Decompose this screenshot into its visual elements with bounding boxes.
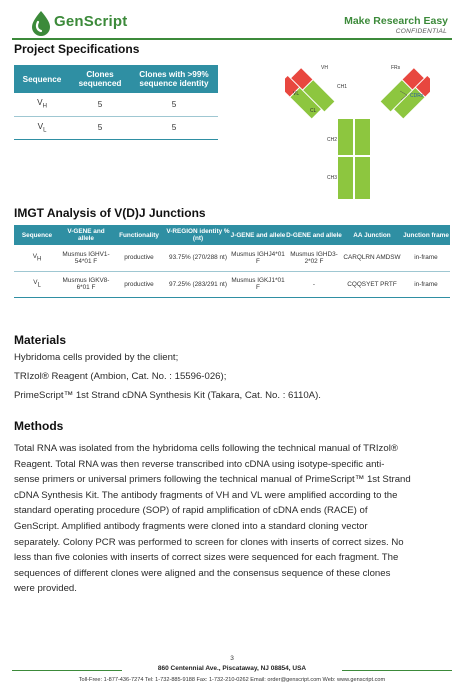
table-row <box>14 271 450 297</box>
text-line: separately. Colony PCR was performed to screen for clones with inserts of correct sizes. No <box>14 536 404 548</box>
table-cell: 93.75% (270/288 nt) <box>166 245 230 271</box>
logo-text: GenScript <box>54 13 128 30</box>
col-header: V-REGION identity % (nt) <box>166 225 230 245</box>
table-row <box>14 116 218 139</box>
text-line: sense primers or universal primers following the technical manual of PrimeScript™ 1st Strand <box>14 474 411 486</box>
text-line: standard operating procedure (SOP) of rapid amplification of cDNA ends (RACE) of <box>14 505 368 517</box>
text-line: cDNA Synthesis Kit. The antibody fragments of VH and VL were amplified according to the <box>14 489 398 501</box>
footer-contacts: Toll-Free: 1-877-436-7274 Tel: 1-732-885-9188 Fax: 1-732-210-0262 Email: order@genscript.com Web: www.genscript.com <box>78 677 386 683</box>
col-header: J-GENE and allele <box>230 225 286 245</box>
col-header: Junction frame <box>402 225 450 245</box>
list-item: TRIzol® Reagent (Ambion, Cat. No. : 15596-026); <box>14 371 227 382</box>
label-vh: VH <box>321 65 328 71</box>
antibody-diagram <box>285 55 430 203</box>
tagline: Make Research Easy <box>344 15 448 27</box>
materials-title: Materials <box>14 333 67 347</box>
text-line: Reagent. Total RNA was then reverse transcribed into cDNA using isotype-specific anti- <box>14 458 385 470</box>
col-header: AA Junction <box>342 225 402 245</box>
footer-address: 860 Centennial Ave., Piscataway, NJ 08854, USA <box>157 665 307 672</box>
table-cell: Musmus IGHD3-2*02 F <box>286 245 342 271</box>
col-header: D-GENE and allele <box>286 225 342 245</box>
table-cell: Musmus IGKV8-6*01 F <box>60 271 112 297</box>
sequence-cell: $V_L$ <box>14 116 70 139</box>
header-rule <box>12 38 452 40</box>
sequence-cell: $V_L$ <box>14 271 60 297</box>
methods-paragraph <box>14 441 450 597</box>
footer-address-bar <box>12 665 452 675</box>
table-cell: in-frame <box>402 245 450 271</box>
label-vl: VL <box>293 91 300 97</box>
text-line: less than five colonies with inserts of correct sizes were sequenced for each fragment. The <box>14 552 399 564</box>
list-item: PrimeScript™ 1st Strand cDNA Synthesis Kit (Takara, Cat. No. : 6110A). <box>14 390 321 401</box>
table-cell: 97.25% (283/291 nt) <box>166 271 230 297</box>
genscript-logo-icon <box>30 10 52 36</box>
table-cell: - <box>286 271 342 297</box>
label-cdrs: CDRs <box>410 93 424 99</box>
text-line: were provided. <box>14 583 77 595</box>
table-cell: productive <box>112 245 166 271</box>
table-row <box>14 245 450 271</box>
imgt-table <box>14 225 450 298</box>
ch3-domain <box>338 157 353 199</box>
label-frs: FRs <box>391 65 401 71</box>
table-cell: productive <box>112 271 166 297</box>
table-cell: in-frame <box>402 271 450 297</box>
text-line: GenScript. Amplified antibody fragments were cloned into a standard cloning vector <box>14 520 368 532</box>
project-specs-title: Project Specifications <box>14 42 140 56</box>
confidential-label: CONFIDENTIAL <box>395 28 447 35</box>
table-cell: 5 <box>130 93 218 116</box>
header <box>0 0 464 40</box>
table-cell: 5 <box>70 116 130 139</box>
materials-list <box>14 350 450 407</box>
col-header: Sequence <box>14 225 60 245</box>
table-cell: Musmus IGHJ4*01 F <box>230 245 286 271</box>
project-specs-table <box>14 65 218 140</box>
ch2-domain <box>355 119 370 155</box>
text-line: Total RNA was isolated from the hybridoma cells following the technical manual of TRIzol® <box>14 443 398 454</box>
col-header: Clones with >99% sequence identity <box>130 65 218 93</box>
table-cell: Musmus IGKJ1*01 F <box>230 271 286 297</box>
sequence-cell: $V_H$ <box>14 245 60 271</box>
col-header: Functionality <box>112 225 166 245</box>
methods-title: Methods <box>14 419 64 433</box>
table-cell: 5 <box>130 116 218 139</box>
text-line: sequences of different clones were aligned and the consensus sequence of these clones <box>14 567 391 579</box>
list-item: Hybridoma cells provided by the client; <box>14 352 179 363</box>
col-header: Clones sequenced <box>70 65 130 93</box>
col-header: Sequence <box>14 65 70 93</box>
imgt-title: IMGT Analysis of V(D)J Junctions <box>14 206 206 220</box>
table-cell: CARQLRN AMDSW <box>342 245 402 271</box>
label-ch3: CH3 <box>327 175 338 181</box>
table-cell: Musmus IGHV1-54*01 F <box>60 245 112 271</box>
table-cell: 5 <box>70 93 130 116</box>
ch3-domain <box>355 157 370 199</box>
page-number: 3 <box>230 655 234 662</box>
label-cl: CL <box>310 108 317 114</box>
label-ch2: CH2 <box>327 137 338 143</box>
table-cell: CQQSYET PRTF <box>342 271 402 297</box>
sequence-cell: $V_H$ <box>14 93 70 116</box>
label-ch1: CH1 <box>337 84 348 90</box>
table-row <box>14 93 218 116</box>
ch2-domain <box>338 119 353 155</box>
col-header: V-GENE and allele <box>60 225 112 245</box>
